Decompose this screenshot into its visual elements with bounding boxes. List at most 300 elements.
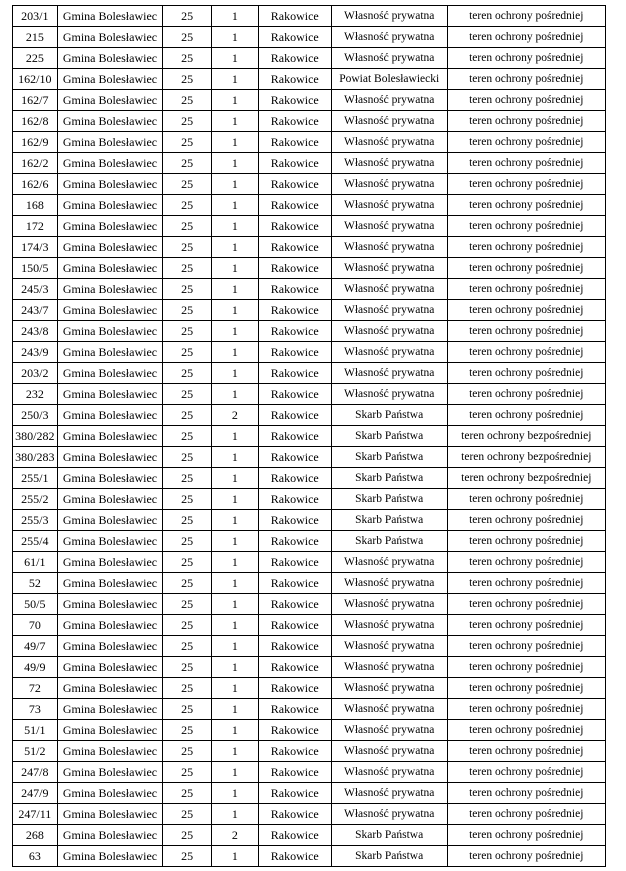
- table-row: [13, 132, 606, 153]
- locality-cell: Rakowice: [258, 237, 331, 258]
- ownership-cell: Własność prywatna: [331, 552, 447, 573]
- parcel-number-cell: 203/1: [13, 6, 58, 27]
- sheet-cell: 25: [163, 132, 212, 153]
- municipality-cell: Gmina Bolesławiec: [57, 111, 163, 132]
- parcel-number-cell: 52: [13, 573, 58, 594]
- locality-cell: Rakowice: [258, 279, 331, 300]
- protection-zone-cell: teren ochrony pośredniej: [447, 27, 605, 48]
- locality-cell: Rakowice: [258, 300, 331, 321]
- sheet-cell: 25: [163, 825, 212, 846]
- sheet-cell: 25: [163, 6, 212, 27]
- precinct-cell: 1: [212, 27, 259, 48]
- table-row: [13, 678, 606, 699]
- municipality-cell: Gmina Bolesławiec: [57, 363, 163, 384]
- precinct-cell: 1: [212, 552, 259, 573]
- protection-zone-cell: teren ochrony pośredniej: [447, 279, 605, 300]
- ownership-cell: Skarb Państwa: [331, 447, 447, 468]
- parcel-number-cell: 73: [13, 699, 58, 720]
- table-row: [13, 762, 606, 783]
- municipality-cell: Gmina Bolesławiec: [57, 468, 163, 489]
- protection-zone-cell: teren ochrony pośredniej: [447, 531, 605, 552]
- protection-zone-cell: teren ochrony pośredniej: [447, 153, 605, 174]
- precinct-cell: 1: [212, 678, 259, 699]
- table-row: [13, 216, 606, 237]
- ownership-cell: Własność prywatna: [331, 699, 447, 720]
- parcel-number-cell: 162/8: [13, 111, 58, 132]
- precinct-cell: 1: [212, 174, 259, 195]
- table-row: [13, 825, 606, 846]
- parcel-number-cell: 61/1: [13, 552, 58, 573]
- precinct-cell: 1: [212, 300, 259, 321]
- protection-zone-cell: teren ochrony pośredniej: [447, 174, 605, 195]
- precinct-cell: 1: [212, 363, 259, 384]
- municipality-cell: Gmina Bolesławiec: [57, 657, 163, 678]
- sheet-cell: 25: [163, 153, 212, 174]
- precinct-cell: 1: [212, 489, 259, 510]
- table-row: [13, 426, 606, 447]
- ownership-cell: Własność prywatna: [331, 594, 447, 615]
- table-row: [13, 6, 606, 27]
- protection-zone-cell: teren ochrony bezpośredniej: [447, 447, 605, 468]
- parcel-number-cell: 268: [13, 825, 58, 846]
- precinct-cell: 2: [212, 825, 259, 846]
- precinct-cell: 1: [212, 468, 259, 489]
- parcel-number-cell: 49/9: [13, 657, 58, 678]
- parcel-number-cell: 162/6: [13, 174, 58, 195]
- precinct-cell: 1: [212, 132, 259, 153]
- ownership-cell: Własność prywatna: [331, 615, 447, 636]
- locality-cell: Rakowice: [258, 741, 331, 762]
- parcel-number-cell: 232: [13, 384, 58, 405]
- locality-cell: Rakowice: [258, 342, 331, 363]
- municipality-cell: Gmina Bolesławiec: [57, 489, 163, 510]
- ownership-cell: Własność prywatna: [331, 90, 447, 111]
- table-row: [13, 636, 606, 657]
- municipality-cell: Gmina Bolesławiec: [57, 552, 163, 573]
- municipality-cell: Gmina Bolesławiec: [57, 615, 163, 636]
- parcel-number-cell: 162/10: [13, 69, 58, 90]
- municipality-cell: Gmina Bolesławiec: [57, 699, 163, 720]
- municipality-cell: Gmina Bolesławiec: [57, 27, 163, 48]
- locality-cell: Rakowice: [258, 216, 331, 237]
- parcel-number-cell: 203/2: [13, 363, 58, 384]
- table-row: [13, 405, 606, 426]
- table-row: [13, 489, 606, 510]
- protection-zone-cell: teren ochrony pośredniej: [447, 6, 605, 27]
- table-row: [13, 447, 606, 468]
- sheet-cell: 25: [163, 216, 212, 237]
- parcel-number-cell: 255/2: [13, 489, 58, 510]
- parcel-number-cell: 63: [13, 846, 58, 867]
- municipality-cell: Gmina Bolesławiec: [57, 447, 163, 468]
- ownership-cell: Własność prywatna: [331, 804, 447, 825]
- protection-zone-cell: teren ochrony pośredniej: [447, 342, 605, 363]
- municipality-cell: Gmina Bolesławiec: [57, 573, 163, 594]
- ownership-cell: Własność prywatna: [331, 300, 447, 321]
- municipality-cell: Gmina Bolesławiec: [57, 48, 163, 69]
- protection-zone-cell: teren ochrony pośredniej: [447, 573, 605, 594]
- sheet-cell: 25: [163, 279, 212, 300]
- sheet-cell: 25: [163, 27, 212, 48]
- parcel-number-cell: 243/7: [13, 300, 58, 321]
- locality-cell: Rakowice: [258, 153, 331, 174]
- sheet-cell: 25: [163, 468, 212, 489]
- sheet-cell: 25: [163, 90, 212, 111]
- municipality-cell: Gmina Bolesławiec: [57, 720, 163, 741]
- protection-zone-cell: teren ochrony pośredniej: [447, 846, 605, 867]
- table-row: [13, 300, 606, 321]
- ownership-cell: Własność prywatna: [331, 321, 447, 342]
- parcel-number-cell: 225: [13, 48, 58, 69]
- ownership-cell: Skarb Państwa: [331, 531, 447, 552]
- precinct-cell: 1: [212, 90, 259, 111]
- municipality-cell: Gmina Bolesławiec: [57, 762, 163, 783]
- parcel-number-cell: 162/7: [13, 90, 58, 111]
- parcel-number-cell: 255/1: [13, 468, 58, 489]
- sheet-cell: 25: [163, 426, 212, 447]
- sheet-cell: 25: [163, 174, 212, 195]
- sheet-cell: 25: [163, 636, 212, 657]
- parcel-number-cell: 255/3: [13, 510, 58, 531]
- locality-cell: Rakowice: [258, 426, 331, 447]
- protection-zone-cell: teren ochrony pośredniej: [447, 384, 605, 405]
- ownership-cell: Własność prywatna: [331, 762, 447, 783]
- table-row: [13, 153, 606, 174]
- locality-cell: Rakowice: [258, 132, 331, 153]
- ownership-cell: Własność prywatna: [331, 111, 447, 132]
- ownership-cell: Skarb Państwa: [331, 489, 447, 510]
- protection-zone-cell: teren ochrony pośredniej: [447, 741, 605, 762]
- table-row: [13, 594, 606, 615]
- locality-cell: Rakowice: [258, 6, 331, 27]
- ownership-cell: Skarb Państwa: [331, 510, 447, 531]
- protection-zone-cell: teren ochrony pośredniej: [447, 783, 605, 804]
- parcel-number-cell: 247/8: [13, 762, 58, 783]
- locality-cell: Rakowice: [258, 174, 331, 195]
- ownership-cell: Skarb Państwa: [331, 846, 447, 867]
- sheet-cell: 25: [163, 573, 212, 594]
- parcel-number-cell: 245/3: [13, 279, 58, 300]
- sheet-cell: 25: [163, 195, 212, 216]
- precinct-cell: 1: [212, 573, 259, 594]
- locality-cell: Rakowice: [258, 90, 331, 111]
- ownership-cell: Własność prywatna: [331, 48, 447, 69]
- municipality-cell: Gmina Bolesławiec: [57, 783, 163, 804]
- precinct-cell: 1: [212, 195, 259, 216]
- locality-cell: Rakowice: [258, 636, 331, 657]
- parcel-number-cell: 162/9: [13, 132, 58, 153]
- sheet-cell: 25: [163, 342, 212, 363]
- protection-zone-cell: teren ochrony pośredniej: [447, 699, 605, 720]
- ownership-cell: Własność prywatna: [331, 153, 447, 174]
- sheet-cell: 25: [163, 258, 212, 279]
- municipality-cell: Gmina Bolesławiec: [57, 384, 163, 405]
- table-row: [13, 699, 606, 720]
- precinct-cell: 1: [212, 153, 259, 174]
- municipality-cell: Gmina Bolesławiec: [57, 846, 163, 867]
- precinct-cell: 1: [212, 846, 259, 867]
- protection-zone-cell: teren ochrony pośredniej: [447, 510, 605, 531]
- locality-cell: Rakowice: [258, 405, 331, 426]
- sheet-cell: 25: [163, 111, 212, 132]
- protection-zone-cell: teren ochrony pośredniej: [447, 615, 605, 636]
- table-row: [13, 573, 606, 594]
- ownership-cell: Własność prywatna: [331, 384, 447, 405]
- table-row: [13, 552, 606, 573]
- ownership-cell: Własność prywatna: [331, 279, 447, 300]
- municipality-cell: Gmina Bolesławiec: [57, 321, 163, 342]
- sheet-cell: 25: [163, 510, 212, 531]
- protection-zone-cell: teren ochrony pośredniej: [447, 69, 605, 90]
- ownership-cell: Własność prywatna: [331, 363, 447, 384]
- parcel-number-cell: 51/1: [13, 720, 58, 741]
- municipality-cell: Gmina Bolesławiec: [57, 195, 163, 216]
- protection-zone-cell: teren ochrony bezpośredniej: [447, 426, 605, 447]
- parcel-number-cell: 215: [13, 27, 58, 48]
- municipality-cell: Gmina Bolesławiec: [57, 258, 163, 279]
- ownership-cell: Własność prywatna: [331, 237, 447, 258]
- precinct-cell: 1: [212, 657, 259, 678]
- parcel-number-cell: 247/11: [13, 804, 58, 825]
- ownership-cell: Własność prywatna: [331, 258, 447, 279]
- ownership-cell: Skarb Państwa: [331, 825, 447, 846]
- ownership-cell: Własność prywatna: [331, 783, 447, 804]
- parcel-table: [12, 5, 606, 867]
- precinct-cell: 1: [212, 279, 259, 300]
- municipality-cell: Gmina Bolesławiec: [57, 153, 163, 174]
- ownership-cell: Własność prywatna: [331, 27, 447, 48]
- municipality-cell: Gmina Bolesławiec: [57, 132, 163, 153]
- precinct-cell: 1: [212, 48, 259, 69]
- locality-cell: Rakowice: [258, 657, 331, 678]
- sheet-cell: 25: [163, 552, 212, 573]
- locality-cell: Rakowice: [258, 468, 331, 489]
- locality-cell: Rakowice: [258, 804, 331, 825]
- parcel-number-cell: 172: [13, 216, 58, 237]
- municipality-cell: Gmina Bolesławiec: [57, 174, 163, 195]
- table-row: [13, 90, 606, 111]
- sheet-cell: 25: [163, 405, 212, 426]
- municipality-cell: Gmina Bolesławiec: [57, 342, 163, 363]
- protection-zone-cell: teren ochrony pośredniej: [447, 321, 605, 342]
- precinct-cell: 1: [212, 531, 259, 552]
- table-row: [13, 846, 606, 867]
- parcel-table-body: [13, 6, 606, 867]
- municipality-cell: Gmina Bolesławiec: [57, 636, 163, 657]
- parcel-number-cell: 162/2: [13, 153, 58, 174]
- table-row: [13, 321, 606, 342]
- municipality-cell: Gmina Bolesławiec: [57, 804, 163, 825]
- locality-cell: Rakowice: [258, 678, 331, 699]
- locality-cell: Rakowice: [258, 258, 331, 279]
- table-row: [13, 531, 606, 552]
- sheet-cell: 25: [163, 678, 212, 699]
- precinct-cell: 1: [212, 615, 259, 636]
- precinct-cell: 1: [212, 783, 259, 804]
- sheet-cell: 25: [163, 615, 212, 636]
- sheet-cell: 25: [163, 720, 212, 741]
- locality-cell: Rakowice: [258, 510, 331, 531]
- table-row: [13, 195, 606, 216]
- precinct-cell: 1: [212, 237, 259, 258]
- parcel-number-cell: 72: [13, 678, 58, 699]
- precinct-cell: 1: [212, 447, 259, 468]
- parcel-number-cell: 50/5: [13, 594, 58, 615]
- ownership-cell: Własność prywatna: [331, 132, 447, 153]
- table-row: [13, 363, 606, 384]
- locality-cell: Rakowice: [258, 699, 331, 720]
- table-row: [13, 69, 606, 90]
- ownership-cell: Własność prywatna: [331, 720, 447, 741]
- table-row: [13, 783, 606, 804]
- locality-cell: Rakowice: [258, 846, 331, 867]
- sheet-cell: 25: [163, 531, 212, 552]
- locality-cell: Rakowice: [258, 825, 331, 846]
- table-row: [13, 720, 606, 741]
- ownership-cell: Własność prywatna: [331, 573, 447, 594]
- table-row: [13, 468, 606, 489]
- sheet-cell: 25: [163, 489, 212, 510]
- sheet-cell: 25: [163, 321, 212, 342]
- municipality-cell: Gmina Bolesławiec: [57, 678, 163, 699]
- parcel-number-cell: 49/7: [13, 636, 58, 657]
- sheet-cell: 25: [163, 657, 212, 678]
- sheet-cell: 25: [163, 846, 212, 867]
- parcel-number-cell: 250/3: [13, 405, 58, 426]
- municipality-cell: Gmina Bolesławiec: [57, 279, 163, 300]
- locality-cell: Rakowice: [258, 783, 331, 804]
- municipality-cell: Gmina Bolesławiec: [57, 510, 163, 531]
- precinct-cell: 1: [212, 321, 259, 342]
- protection-zone-cell: teren ochrony pośredniej: [447, 762, 605, 783]
- table-row: [13, 111, 606, 132]
- municipality-cell: Gmina Bolesławiec: [57, 90, 163, 111]
- table-row: [13, 615, 606, 636]
- protection-zone-cell: teren ochrony pośredniej: [447, 48, 605, 69]
- locality-cell: Rakowice: [258, 447, 331, 468]
- table-row: [13, 741, 606, 762]
- locality-cell: Rakowice: [258, 48, 331, 69]
- precinct-cell: 1: [212, 636, 259, 657]
- sheet-cell: 25: [163, 741, 212, 762]
- municipality-cell: Gmina Bolesławiec: [57, 405, 163, 426]
- ownership-cell: Własność prywatna: [331, 657, 447, 678]
- parcel-number-cell: 243/8: [13, 321, 58, 342]
- locality-cell: Rakowice: [258, 27, 331, 48]
- sheet-cell: 25: [163, 762, 212, 783]
- precinct-cell: 1: [212, 510, 259, 531]
- parcel-number-cell: 255/4: [13, 531, 58, 552]
- sheet-cell: 25: [163, 237, 212, 258]
- precinct-cell: 1: [212, 111, 259, 132]
- protection-zone-cell: teren ochrony pośredniej: [447, 657, 605, 678]
- locality-cell: Rakowice: [258, 489, 331, 510]
- protection-zone-cell: teren ochrony pośredniej: [447, 363, 605, 384]
- protection-zone-cell: teren ochrony pośredniej: [447, 90, 605, 111]
- precinct-cell: 1: [212, 804, 259, 825]
- ownership-cell: Własność prywatna: [331, 6, 447, 27]
- protection-zone-cell: teren ochrony pośredniej: [447, 552, 605, 573]
- precinct-cell: 1: [212, 258, 259, 279]
- ownership-cell: Własność prywatna: [331, 216, 447, 237]
- protection-zone-cell: teren ochrony pośredniej: [447, 804, 605, 825]
- locality-cell: Rakowice: [258, 384, 331, 405]
- sheet-cell: 25: [163, 384, 212, 405]
- sheet-cell: 25: [163, 594, 212, 615]
- parcel-number-cell: 168: [13, 195, 58, 216]
- precinct-cell: 1: [212, 384, 259, 405]
- sheet-cell: 25: [163, 699, 212, 720]
- protection-zone-cell: teren ochrony pośredniej: [447, 489, 605, 510]
- sheet-cell: 25: [163, 363, 212, 384]
- parcel-number-cell: 380/283: [13, 447, 58, 468]
- locality-cell: Rakowice: [258, 111, 331, 132]
- precinct-cell: 1: [212, 216, 259, 237]
- locality-cell: Rakowice: [258, 594, 331, 615]
- parcel-number-cell: 174/3: [13, 237, 58, 258]
- ownership-cell: Własność prywatna: [331, 174, 447, 195]
- protection-zone-cell: teren ochrony pośredniej: [447, 132, 605, 153]
- protection-zone-cell: teren ochrony pośredniej: [447, 237, 605, 258]
- municipality-cell: Gmina Bolesławiec: [57, 300, 163, 321]
- municipality-cell: Gmina Bolesławiec: [57, 237, 163, 258]
- ownership-cell: Własność prywatna: [331, 636, 447, 657]
- table-row: [13, 804, 606, 825]
- sheet-cell: 25: [163, 783, 212, 804]
- parcel-number-cell: 380/282: [13, 426, 58, 447]
- table-row: [13, 657, 606, 678]
- protection-zone-cell: teren ochrony pośredniej: [447, 678, 605, 699]
- precinct-cell: 1: [212, 720, 259, 741]
- precinct-cell: 1: [212, 426, 259, 447]
- table-row: [13, 258, 606, 279]
- ownership-cell: Własność prywatna: [331, 678, 447, 699]
- parcel-number-cell: 243/9: [13, 342, 58, 363]
- ownership-cell: Własność prywatna: [331, 195, 447, 216]
- protection-zone-cell: teren ochrony pośredniej: [447, 594, 605, 615]
- protection-zone-cell: teren ochrony pośredniej: [447, 825, 605, 846]
- ownership-cell: Skarb Państwa: [331, 468, 447, 489]
- parcel-number-cell: 70: [13, 615, 58, 636]
- table-row: [13, 384, 606, 405]
- sheet-cell: 25: [163, 48, 212, 69]
- municipality-cell: Gmina Bolesławiec: [57, 531, 163, 552]
- municipality-cell: Gmina Bolesławiec: [57, 6, 163, 27]
- precinct-cell: 1: [212, 69, 259, 90]
- locality-cell: Rakowice: [258, 531, 331, 552]
- parcel-table-container: [12, 5, 606, 867]
- ownership-cell: Skarb Państwa: [331, 405, 447, 426]
- precinct-cell: 2: [212, 405, 259, 426]
- parcel-number-cell: 150/5: [13, 258, 58, 279]
- ownership-cell: Skarb Państwa: [331, 426, 447, 447]
- locality-cell: Rakowice: [258, 195, 331, 216]
- locality-cell: Rakowice: [258, 615, 331, 636]
- table-row: [13, 174, 606, 195]
- sheet-cell: 25: [163, 69, 212, 90]
- ownership-cell: Powiat Bolesławiecki: [331, 69, 447, 90]
- locality-cell: Rakowice: [258, 552, 331, 573]
- protection-zone-cell: teren ochrony pośredniej: [447, 111, 605, 132]
- locality-cell: Rakowice: [258, 363, 331, 384]
- sheet-cell: 25: [163, 804, 212, 825]
- municipality-cell: Gmina Bolesławiec: [57, 216, 163, 237]
- protection-zone-cell: teren ochrony pośredniej: [447, 258, 605, 279]
- protection-zone-cell: teren ochrony bezpośredniej: [447, 468, 605, 489]
- precinct-cell: 1: [212, 6, 259, 27]
- protection-zone-cell: teren ochrony pośredniej: [447, 300, 605, 321]
- municipality-cell: Gmina Bolesławiec: [57, 741, 163, 762]
